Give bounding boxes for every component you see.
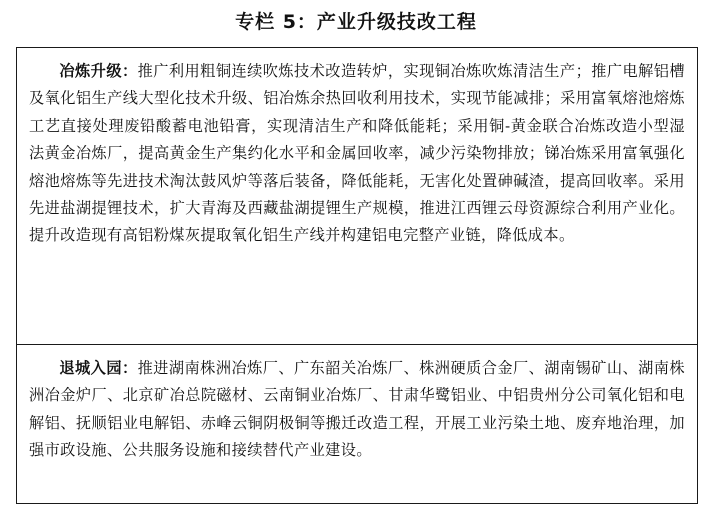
section-body: 推广利用粗铜连续吹炼技术改造转炉，实现铜冶炼吹炼清洁生产；推广电解铝槽及氧化铝生产线大型化技术升级、铝冶炼余热回收利用技术，实现节能减排；采用富氧熔池熔炼工艺直接处理废铅酸蓄电池铅膏，实现清洁生产和降低能耗；采用铜-黄金联合冶炼改造小型湿法黄金冶炼厂，提高黄金生产集约化水平和金属回收率，减少污染物排放；锑冶炼采用富氧强化熔池熔炼等先进技术淘汰鼓风炉等落后装备，降低能耗，无害化处置砷碱渣，提高回收率。采用先进盐湖提锂技术，扩大青海及西藏盐湖提锂生产规模，推进江西锂云母资源综合利用产业化。提升改造现有高铝粉煤灰提取氧化铝生产线并构建铝电完整产业链，降低成本。	[29, 62, 686, 245]
section-smelting-upgrade	[17, 48, 697, 345]
document-title: 专栏 5：产业升级技改工程	[235, 11, 477, 33]
content-box	[16, 47, 698, 504]
section-body: 推进湖南株洲冶炼厂、广东韶关冶炼厂、株洲硬质合金厂、湖南锡矿山、湖南株洲冶金炉厂、北京矿冶总院磁材、云南铜业冶炼厂、甘肃华鹭铝业、中铝贵州分公司氧化铝和电解铝、抚顺铝业电解铝、赤峰云铜阴极铜等搬迁改造工程，开展工业污染土地、废弃地治理，加强市政设施、公共服务设施和接续替代产业建设。	[29, 359, 686, 460]
section-heading: 退城入园：	[59, 359, 138, 377]
section-relocation	[17, 345, 697, 503]
section-heading: 冶炼升级：	[59, 62, 138, 80]
